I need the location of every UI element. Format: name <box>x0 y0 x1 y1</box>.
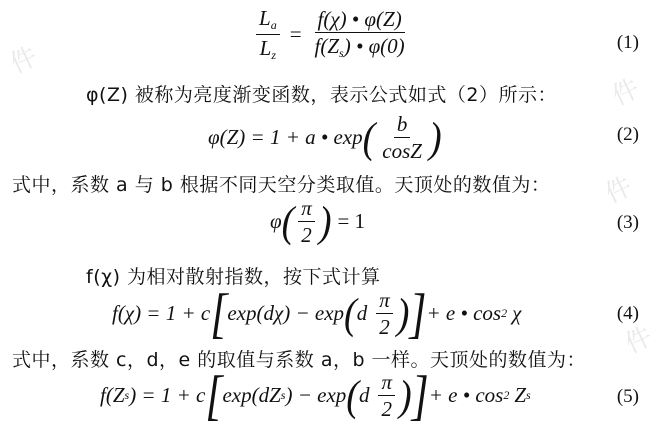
equation-4-number: (4) <box>616 303 639 324</box>
eq4-tail: + e • cos <box>426 301 502 326</box>
eq5-tail-sup: 2 <box>503 388 510 403</box>
eq5-inner-d: d <box>358 383 370 408</box>
eq2-frac-num: b <box>394 112 411 138</box>
eq3-lhs: φ <box>270 209 282 234</box>
eq4-frac-den: 2 <box>379 315 390 340</box>
eq3-fraction <box>298 196 315 247</box>
eq4-tail-var: χ <box>512 301 522 326</box>
eq2-lhs: φ(Z) = 1 + a • exp <box>208 125 363 150</box>
eq5-frac-num: π <box>378 370 395 396</box>
equation-3-number: (3) <box>616 212 639 233</box>
equation-1: $\frac{L_a}{L_z}$ = $\frac{f(\chi) • \varphi(Z)}{f(Z_s) • \varphi(0)}$ <box>252 6 412 63</box>
eq3-frac-num: π <box>298 196 315 222</box>
eq5-tail-var: Z <box>514 383 527 408</box>
paragraph-line-1: φ(Z) 被称为亮度渐变函数，表示公式如式（2）所示： <box>86 84 558 106</box>
eq3-frac-den: 2 <box>301 223 312 248</box>
watermark-mark: 件 <box>600 171 638 210</box>
eq4-inner-a: exp(dχ) − exp <box>227 301 345 326</box>
eq1-rhs-den-a: f(Z <box>314 34 340 59</box>
eq1-rhs-fraction <box>312 7 408 61</box>
eq4-fraction <box>376 288 393 339</box>
paragraph-line-3: f(χ) 为相对散射指数，按下式计算 <box>86 266 381 288</box>
eq2-fraction <box>379 112 425 163</box>
eq5-frac-den: 2 <box>381 397 392 422</box>
eq3-rhs: = 1 <box>337 209 366 234</box>
eq5-inner-sub: s <box>280 388 286 403</box>
equation-3: φ ( $\frac{\pi}{2}$ ) = 1 <box>270 196 366 248</box>
equation-2-number: (2) <box>616 124 639 145</box>
eq1-lhs-num: L <box>259 6 271 30</box>
eq5-inner-b: ) − exp <box>285 383 347 408</box>
equation-2: φ(Z) = 1 + a • exp ( $\frac{b}{\cos Z}$ ) <box>208 112 442 164</box>
eq1-lhs-fraction <box>256 6 280 63</box>
eq1-rhs-den-sub: s <box>339 46 344 61</box>
eq1-lhs-den-sub: z <box>271 47 277 62</box>
watermark-mark: 件 <box>5 41 43 80</box>
eq1-lhs-num-sub: a <box>270 18 277 32</box>
watermark-mark: 件 <box>607 73 645 112</box>
eq1-lhs-den: L <box>259 35 272 60</box>
eq4-frac-num: π <box>376 288 393 314</box>
paragraph-line-2: 式中，系数 a 与 b 根据不同天空分类取值。天顶处的数值为： <box>12 174 551 196</box>
eq2-frac-den: cosZ <box>382 139 422 164</box>
eq1-rhs-den-b: ) • φ(0) <box>343 34 405 59</box>
eq4-lhs: f(χ) = 1 + c <box>112 301 211 326</box>
eq1-rhs-num: f(χ) • φ(Z) <box>315 7 405 33</box>
eq5-inner-a: exp(dZ <box>222 383 281 408</box>
eq5-lhs-a: f(Z <box>100 383 125 408</box>
eq4-tail-sup: 2 <box>501 306 508 321</box>
equation-4: f(χ) = 1 + c [ exp(dχ) − exp ( d $\frac{\pi}{2}$ ) ] + e • cos 2 χ <box>112 282 522 344</box>
equation-5-number: (5) <box>616 386 639 407</box>
eq5-lhs-b: ) = 1 + c <box>129 383 206 408</box>
eq4-inner-d: d <box>356 301 368 326</box>
equation-1-number: (1) <box>616 32 639 53</box>
paragraph-line-4: 式中，系数 c，d，e 的取值与系数 a，b 一样。天顶处的数值为： <box>12 349 587 371</box>
eq5-lhs-sub: s <box>124 388 130 403</box>
watermark-mark: 件 <box>620 321 658 360</box>
equation-5: f(Z s ) = 1 + c [ exp(dZ s ) − exp ( d $\frac{\pi}{2}$ ) ] + e • cos 2 Z s <box>100 364 531 426</box>
eq5-tail-sub: s <box>526 388 531 403</box>
eq5-tail: + e • cos <box>428 383 504 408</box>
eq5-fraction <box>378 370 395 421</box>
